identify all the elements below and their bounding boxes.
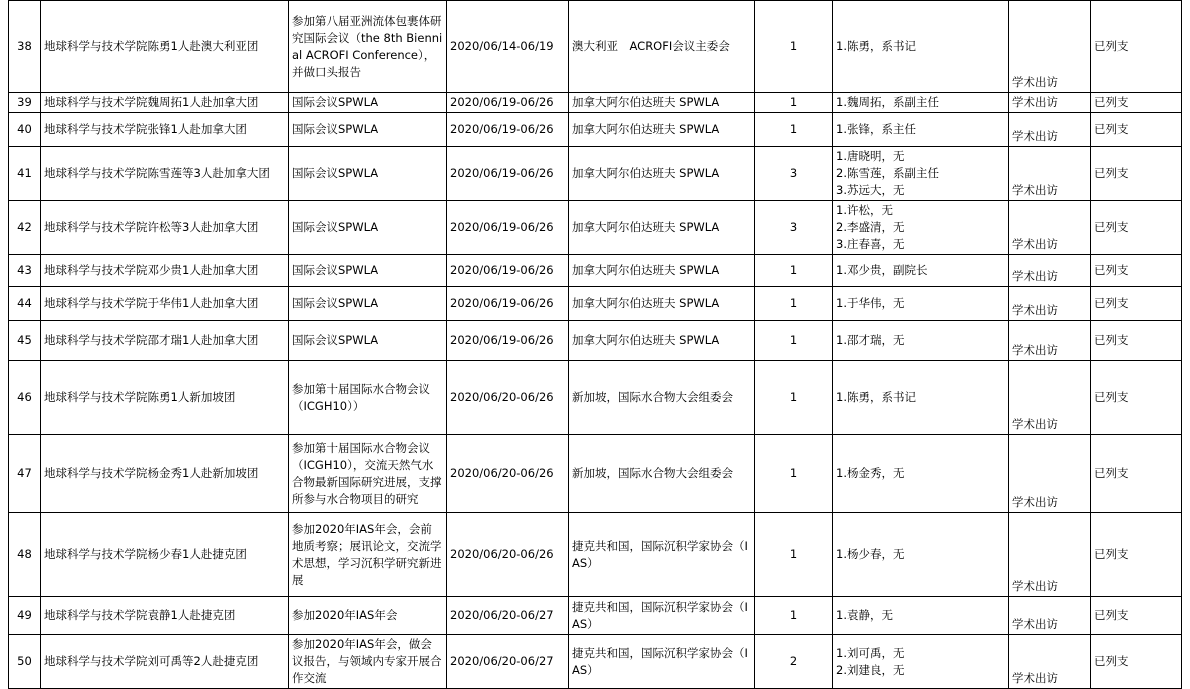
table-row: [9, 147, 1182, 201]
destination: 加拿大阿尔伯达班夫 SPWLA: [569, 93, 755, 113]
funding-status: 已列支: [1091, 201, 1182, 255]
outbound-visits-table: [8, 0, 1182, 689]
row-number: 45: [9, 321, 41, 361]
member-count: 1: [755, 113, 833, 147]
table-row: [9, 1, 1182, 93]
date-range: 2020/06/20-06/26: [447, 513, 569, 597]
visit-type: 学术出访: [1009, 321, 1091, 361]
task-description: 国际会议SPWLA: [289, 255, 447, 287]
team-name: 地球科学与技术学院邵才瑞1人赴加拿大团: [41, 321, 289, 361]
visit-type: 学术出访: [1009, 635, 1091, 689]
funding-status: 已列支: [1091, 147, 1182, 201]
destination: 澳大利亚 ACROFI会议主委会: [569, 1, 755, 93]
team-name: 地球科学与技术学院于华伟1人赴加拿大团: [41, 287, 289, 321]
task-description: 参加第十届国际水合物会议（ICGH10），交流天然气水合物最新国际研究进展，支撑所参与水合物项目的研究: [289, 435, 447, 513]
members: [833, 93, 1009, 113]
date-range: 2020/06/19-06/26: [447, 147, 569, 201]
date-range: 2020/06/19-06/26: [447, 201, 569, 255]
team-name: 地球科学与技术学院陈勇1人赴澳大利亚团: [41, 1, 289, 93]
members: [833, 147, 1009, 201]
funding-status: 已列支: [1091, 597, 1182, 635]
members: [833, 255, 1009, 287]
members: [833, 1, 1009, 93]
member-entry: 1.杨少春，无: [836, 547, 905, 561]
member-count: 3: [755, 201, 833, 255]
destination: 捷克共和国，国际沉积学家协会（IAS）: [569, 597, 755, 635]
member-entry: 1.魏周拓，系副主任: [836, 95, 939, 109]
member-count: 1: [755, 287, 833, 321]
team-name: 地球科学与技术学院袁静1人赴捷克团: [41, 597, 289, 635]
team-name: 地球科学与技术学院陈勇1人新加坡团: [41, 361, 289, 435]
funding-status: 已列支: [1091, 1, 1182, 93]
date-range: 2020/06/19-06/26: [447, 287, 569, 321]
visit-type: 学术出访: [1009, 513, 1091, 597]
destination: 加拿大阿尔伯达班夫 SPWLA: [569, 255, 755, 287]
funding-status: 已列支: [1091, 513, 1182, 597]
member-count: 1: [755, 513, 833, 597]
row-number: 49: [9, 597, 41, 635]
table-row: [9, 513, 1182, 597]
destination: 加拿大阿尔伯达班夫 SPWLA: [569, 113, 755, 147]
visit-type: 学术出访: [1009, 93, 1091, 113]
member-entry: 1.邵才瑞，无: [836, 333, 905, 347]
funding-status: 已列支: [1091, 93, 1182, 113]
member-entry: 1.张锋，系主任: [836, 122, 916, 136]
member-entry: 1.唐晓明，无: [836, 149, 905, 163]
row-number: 41: [9, 147, 41, 201]
team-name: 地球科学与技术学院陈雪莲等3人赴加拿大团: [41, 147, 289, 201]
task-description: 国际会议SPWLA: [289, 93, 447, 113]
task-description: 参加2020年IAS年会，做会议报告，与领域内专家开展合作交流: [289, 635, 447, 689]
table-row: [9, 321, 1182, 361]
row-number: 46: [9, 361, 41, 435]
member-entry: 2.陈雪莲，系副主任: [836, 166, 939, 180]
member-entry: 2.李盛清，无: [836, 220, 905, 234]
funding-status: 已列支: [1091, 435, 1182, 513]
destination: 捷克共和国，国际沉积学家协会（IAS）: [569, 513, 755, 597]
table-row: [9, 435, 1182, 513]
task-description: 国际会议SPWLA: [289, 113, 447, 147]
table-row: [9, 597, 1182, 635]
table-row: [9, 113, 1182, 147]
task-description: 国际会议SPWLA: [289, 201, 447, 255]
members: [833, 635, 1009, 689]
member-entry: 3.苏远大，无: [836, 183, 905, 197]
funding-status: 已列支: [1091, 361, 1182, 435]
member-entry: 1.刘可禹，无: [836, 645, 905, 660]
member-count: 1: [755, 255, 833, 287]
member-count: 1: [755, 93, 833, 113]
date-range: 2020/06/20-06/27: [447, 635, 569, 689]
date-range: 2020/06/19-06/26: [447, 93, 569, 113]
row-number: 44: [9, 287, 41, 321]
row-number: 47: [9, 435, 41, 513]
member-entry: 2.刘建良，无: [836, 662, 905, 677]
funding-status: 已列支: [1091, 255, 1182, 287]
task-description: 参加2020年IAS年会，会前地质考察；展讯论文，交流学术思想，学习沉积学研究新进展: [289, 513, 447, 597]
table-row: [9, 635, 1182, 689]
funding-status: 已列支: [1091, 113, 1182, 147]
members: [833, 201, 1009, 255]
member-entry: 1.于华伟，无: [836, 296, 905, 310]
visit-type: 学术出访: [1009, 1, 1091, 93]
member-entry: 3.庄春喜，无: [836, 237, 905, 251]
visit-type: 学术出访: [1009, 597, 1091, 635]
table-row: [9, 201, 1182, 255]
team-name: 地球科学与技术学院许松等3人赴加拿大团: [41, 201, 289, 255]
task-description: 参加2020年IAS年会: [289, 597, 447, 635]
member-count: 3: [755, 147, 833, 201]
members: [833, 321, 1009, 361]
date-range: 2020/06/19-06/26: [447, 255, 569, 287]
row-number: 43: [9, 255, 41, 287]
destination: 新加坡，国际水合物大会组委会: [569, 361, 755, 435]
table-row: [9, 93, 1182, 113]
member-count: 1: [755, 361, 833, 435]
members: [833, 597, 1009, 635]
member-entry: 1.邓少贵，副院长: [836, 263, 928, 277]
destination: 捷克共和国，国际沉积学家协会（IAS）: [569, 635, 755, 689]
members: [833, 435, 1009, 513]
table-body: [9, 1, 1182, 689]
date-range: 2020/06/20-06/26: [447, 435, 569, 513]
member-count: 1: [755, 1, 833, 93]
member-count: 1: [755, 321, 833, 361]
date-range: 2020/06/19-06/26: [447, 321, 569, 361]
destination: 新加坡，国际水合物大会组委会: [569, 435, 755, 513]
destination: 加拿大阿尔伯达班夫 SPWLA: [569, 201, 755, 255]
date-range: 2020/06/14-06/19: [447, 1, 569, 93]
members: [833, 113, 1009, 147]
member-entry: 1.陈勇，系书记: [836, 390, 916, 404]
task-description: 国际会议SPWLA: [289, 147, 447, 201]
date-range: 2020/06/19-06/26: [447, 113, 569, 147]
member-count: 2: [755, 635, 833, 689]
task-description: 参加第八届亚洲流体包裹体研究国际会议（the 8th Biennial ACROFI Conference），并做口头报告: [289, 1, 447, 93]
visit-type: 学术出访: [1009, 255, 1091, 287]
visit-type: 学术出访: [1009, 147, 1091, 201]
team-name: 地球科学与技术学院邓少贵1人赴加拿大团: [41, 255, 289, 287]
table-row: [9, 361, 1182, 435]
member-count: 1: [755, 597, 833, 635]
row-number: 38: [9, 1, 41, 93]
visit-type: 学术出访: [1009, 113, 1091, 147]
task-description: 国际会议SPWLA: [289, 321, 447, 361]
members: [833, 361, 1009, 435]
team-name: 地球科学与技术学院刘可禹等2人赴捷克团: [41, 635, 289, 689]
task-description: 国际会议SPWLA: [289, 287, 447, 321]
row-number: 50: [9, 635, 41, 689]
team-name: 地球科学与技术学院杨金秀1人赴新加坡团: [41, 435, 289, 513]
row-number: 39: [9, 93, 41, 113]
table-row: [9, 287, 1182, 321]
visit-type: 学术出访: [1009, 201, 1091, 255]
visit-type: 学术出访: [1009, 361, 1091, 435]
date-range: 2020/06/20-06/26: [447, 361, 569, 435]
row-number: 42: [9, 201, 41, 255]
member-entry: 1.许松，无: [836, 203, 893, 217]
funding-status: 已列支: [1091, 635, 1182, 689]
date-range: 2020/06/20-06/27: [447, 597, 569, 635]
visit-type: 学术出访: [1009, 287, 1091, 321]
row-number: 48: [9, 513, 41, 597]
funding-status: 已列支: [1091, 321, 1182, 361]
team-name: 地球科学与技术学院张锋1人赴加拿大团: [41, 113, 289, 147]
funding-status: 已列支: [1091, 287, 1182, 321]
destination: 加拿大阿尔伯达班夫 SPWLA: [569, 147, 755, 201]
visit-type: 学术出访: [1009, 435, 1091, 513]
member-entry: 1.陈勇，系书记: [836, 39, 916, 53]
member-entry: 1.袁静，无: [836, 608, 893, 622]
member-count: 1: [755, 435, 833, 513]
members: [833, 513, 1009, 597]
destination: 加拿大阿尔伯达班夫 SPWLA: [569, 321, 755, 361]
row-number: 40: [9, 113, 41, 147]
table-row: [9, 255, 1182, 287]
members: [833, 287, 1009, 321]
destination: 加拿大阿尔伯达班夫 SPWLA: [569, 287, 755, 321]
member-entry: 1.杨金秀，无: [836, 466, 905, 480]
team-name: 地球科学与技术学院魏周拓1人赴加拿大团: [41, 93, 289, 113]
task-description: 参加第十届国际水合物会议（ICGH10））: [289, 361, 447, 435]
team-name: 地球科学与技术学院杨少春1人赴捷克团: [41, 513, 289, 597]
